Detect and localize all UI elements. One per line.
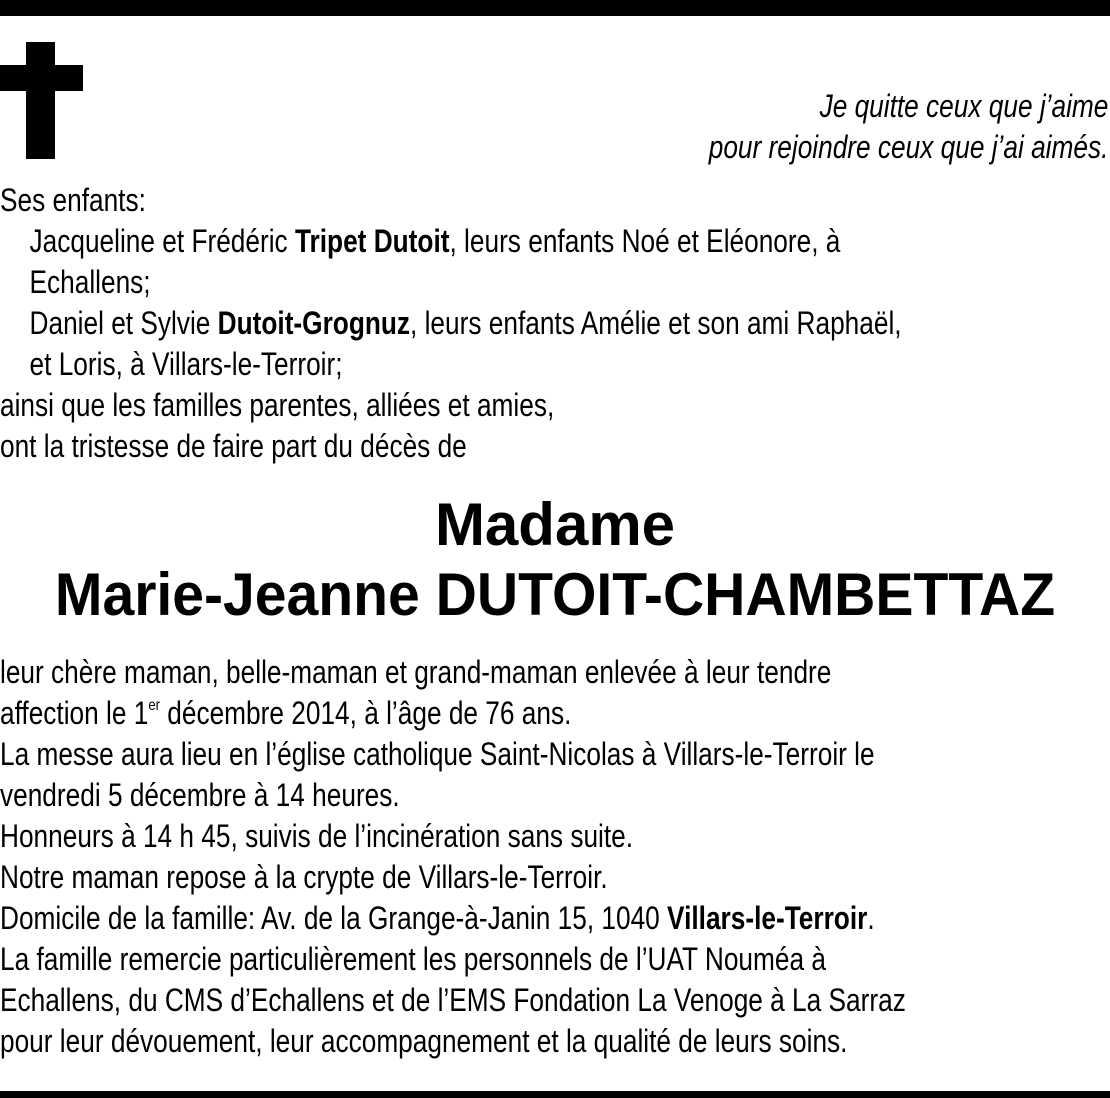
cross-icon-vertical [26, 42, 55, 159]
child2-line [0, 303, 931, 344]
body-line-7 [0, 898, 875, 939]
body-line-3: La messe aura lieu en l’église catholique Saint-Nicolas à Villars-le-Terroir le [0, 736, 875, 772]
body-line-6: Notre maman repose à la crypte de Villars-le-Terroir. [0, 859, 608, 895]
body-line-10: pour leur dévouement, leur accompagnement et la qualité de leurs soins. [0, 1023, 848, 1059]
family-intro [0, 180, 1110, 467]
child1-post: , leurs enfants Noé et Eléonore, à [449, 223, 841, 259]
deceased-title: Madame [434, 491, 676, 558]
child1-name: Tripet Dutoit [294, 223, 450, 259]
notice-body [0, 652, 1110, 1062]
date-superscript: er [148, 697, 160, 714]
announce-line: ont la tristesse de faire part du décès de [0, 428, 467, 464]
child1-line2: Echallens; [29, 264, 151, 300]
quote-line-2: pour rejoindre ceux que j’ai aimés. [708, 129, 1108, 165]
body-line-1: leur chère maman, belle-maman et grand-maman enlevée à leur tendre [0, 654, 832, 690]
date-post: décembre 2014, à l’âge de 76 ans. [159, 695, 572, 731]
child2-pre: Daniel et Sylvie [29, 305, 218, 341]
quote-line-1: Je quitte ceux que j’aime [819, 88, 1108, 124]
date-pre: affection le 1 [0, 695, 149, 731]
bottom-rule [0, 1091, 1110, 1098]
body-line-4: vendredi 5 décembre à 14 heures. [0, 777, 400, 813]
child2-post: , leurs enfants Amélie et son ami Raphaël, [410, 305, 902, 341]
cross-icon-horizontal [0, 65, 83, 91]
child1-text [30, 221, 841, 262]
top-rule [0, 0, 1110, 16]
child2-name: Dutoit-Grognuz [217, 305, 411, 341]
address-locality: Villars-le-Terroir [667, 900, 868, 936]
child1-line-inner [30, 221, 871, 262]
child1-line [0, 221, 870, 262]
deceased-name: Marie-Jeanne DUTOIT-CHAMBETTAZ [54, 561, 1056, 628]
body-line-8: La famille remercie particulièrement les personnels de l’UAT Nouméa à [0, 941, 826, 977]
body-line-5: Honneurs à 14 h 45, suivis de l’incinération sans suite. [0, 818, 634, 854]
body-line-2 [0, 693, 572, 734]
address-post: . [867, 900, 875, 936]
address-pre: Domicile de la famille: Av. de la Grange-à-Janin 15, 1040 [0, 900, 668, 936]
intro-heading: Ses enfants: [0, 182, 146, 218]
body-line-9: Echallens, du CMS d’Echallens et de l’EMS Fondation La Venoge à La Sarraz [0, 982, 906, 1018]
epigraph-quote [708, 86, 1108, 168]
child1-pre: Jacqueline et Frédéric [29, 223, 295, 259]
child2-line2: et Loris, à Villars-le-Terroir; [29, 346, 343, 382]
families-line: ainsi que les familles parentes, alliées et amies, [0, 387, 555, 423]
